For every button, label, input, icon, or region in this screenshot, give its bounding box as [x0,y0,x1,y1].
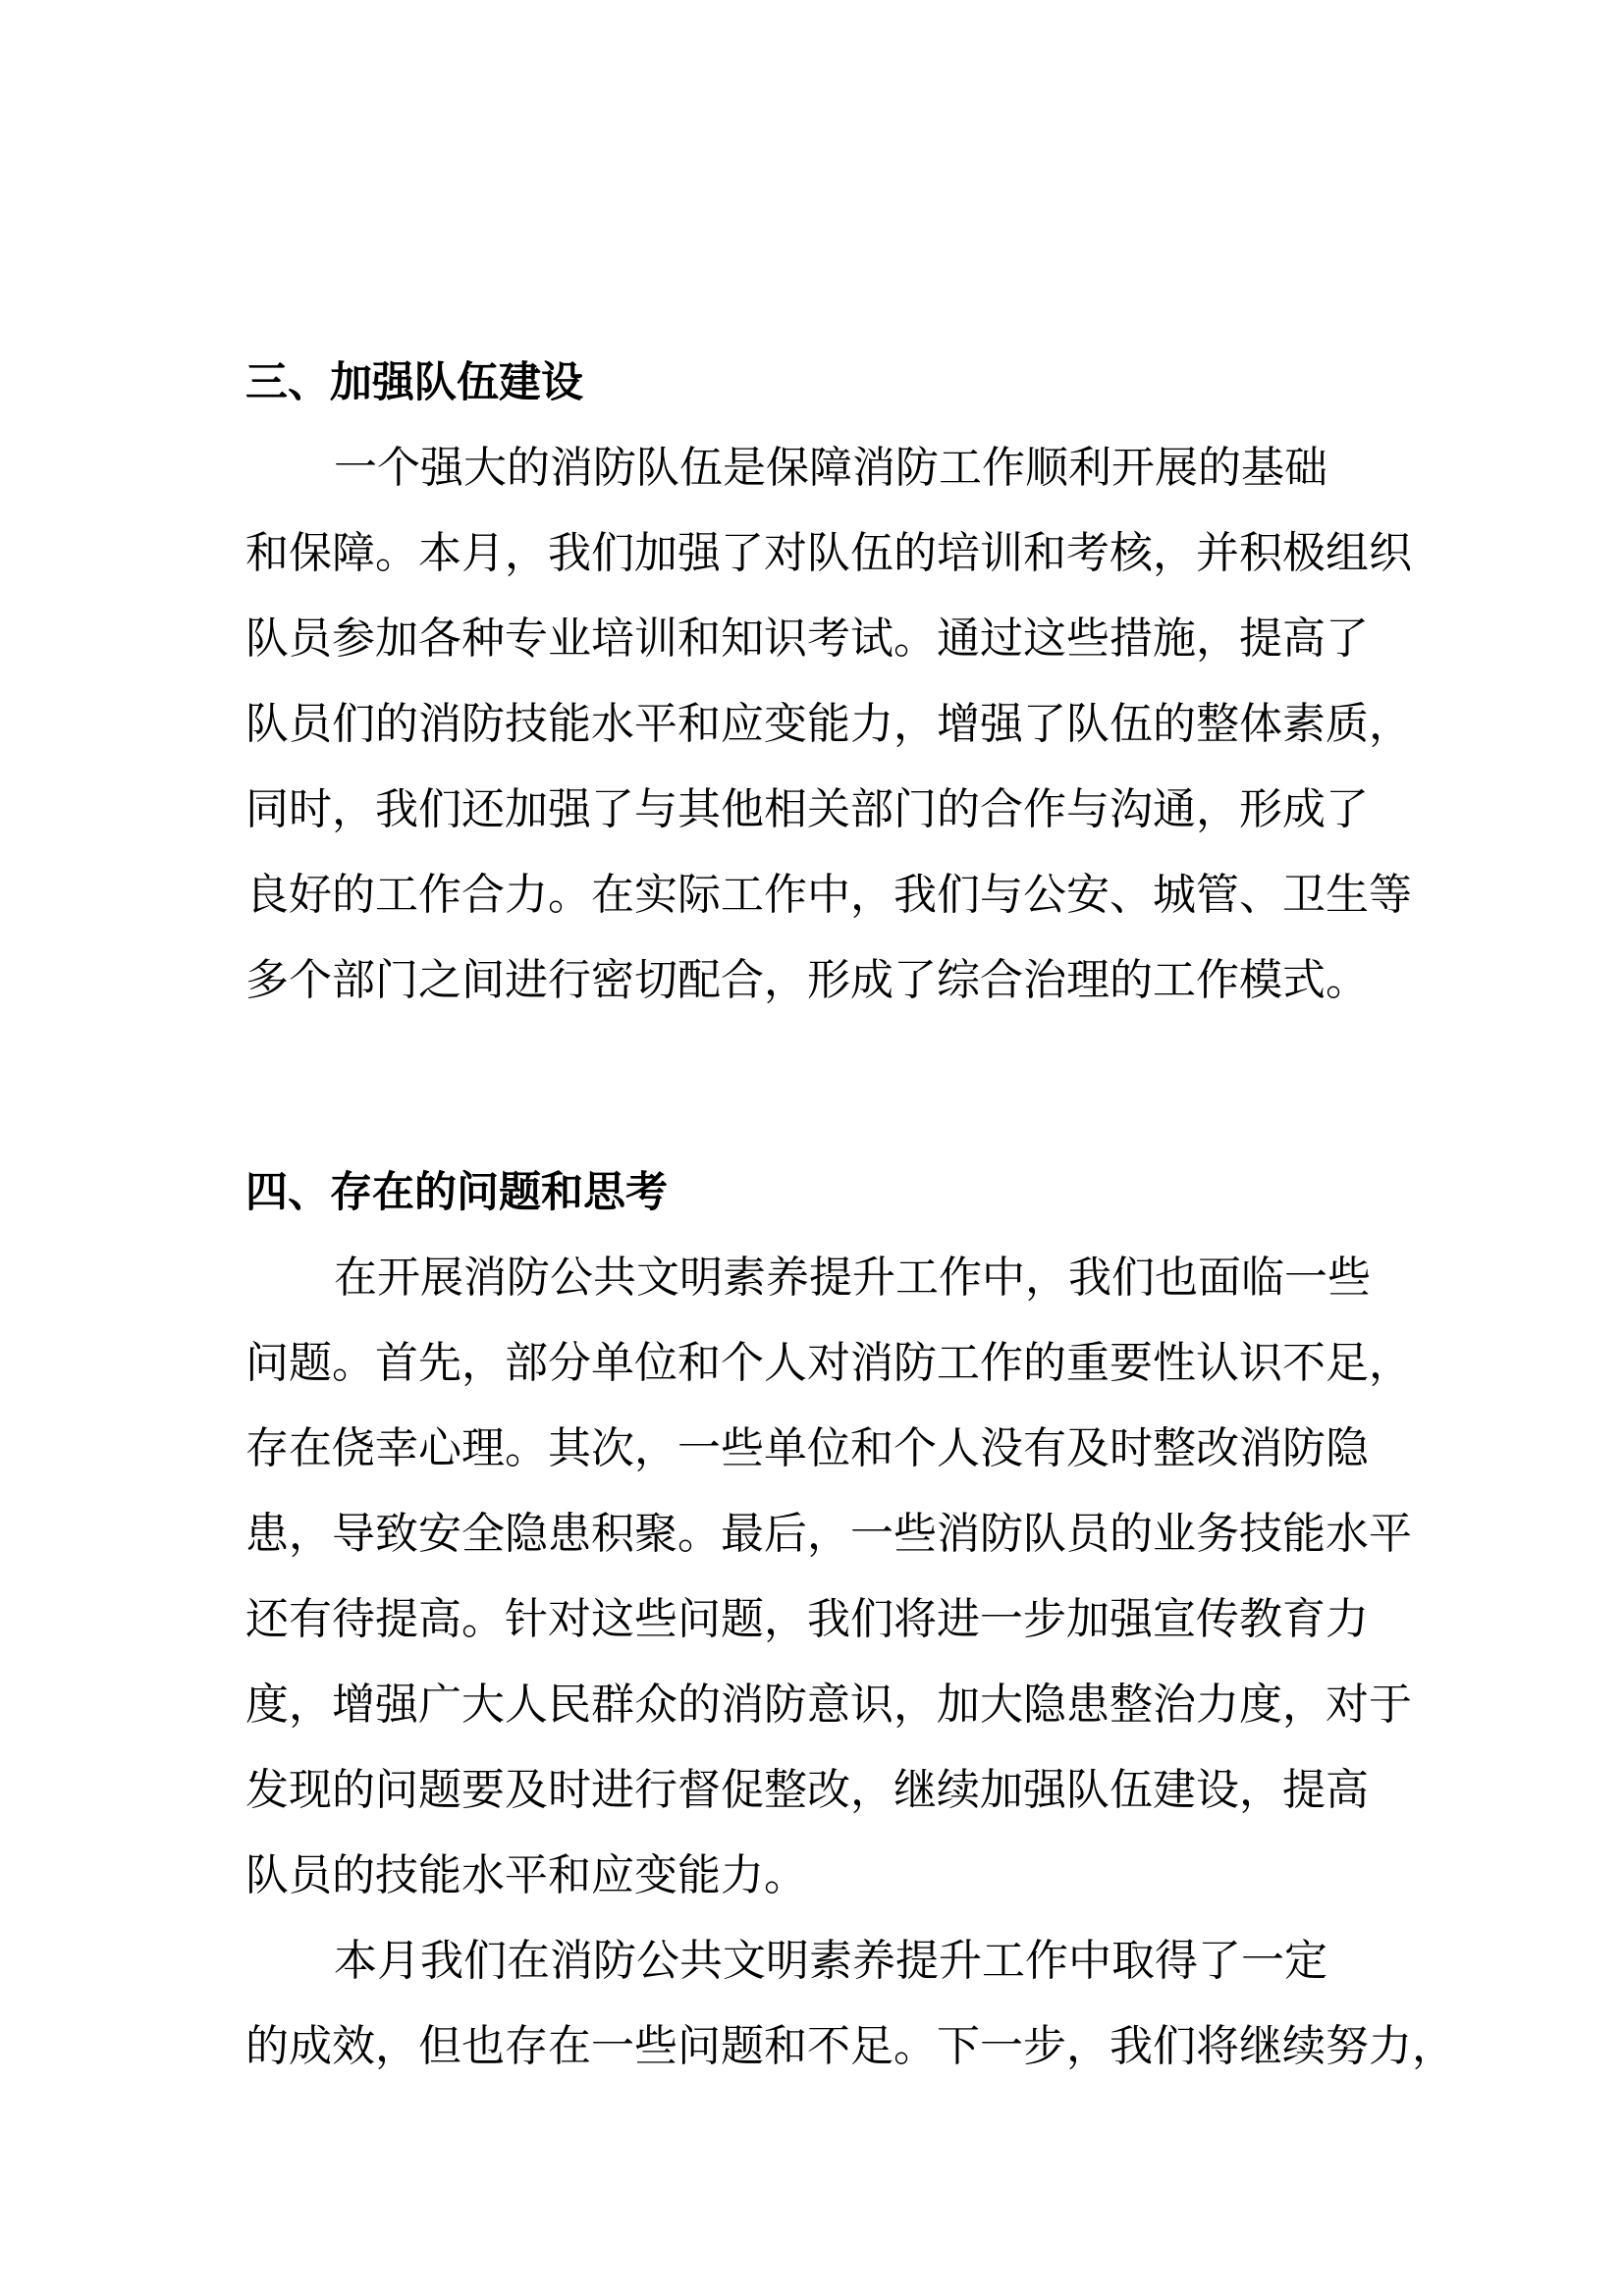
section-heading-4: 四、存在的问题和思考 [245,1168,668,1217]
paragraph-line: 多个部门之间进行密切配合，形成了综合治理的工作模式。 [245,955,1369,1005]
paragraph-line: 和保障。本月，我们加强了对队伍的培训和考核，并积极组织 [245,528,1412,578]
paragraph-line: 的成效，但也存在一些问题和不足。下一步，我们将继续努力， [245,2021,1455,2071]
paragraph-line: 队员参加各种专业培训和知识考试。通过这些措施，提高了 [245,614,1369,664]
paragraph-line: 还有待提高。针对这些问题，我们将进一步加强宣传教育力 [245,1594,1369,1644]
paragraph-line: 在开展消防公共文明素养提升工作中，我们也面临一些 [334,1253,1371,1303]
paragraph-line: 发现的问题要及时进行督促整改，继续加强队伍建设，提高 [245,1765,1369,1815]
paragraph-line: 本月我们在消防公共文明素养提升工作中取得了一定 [334,1936,1327,1986]
paragraph-line: 问题。首先，部分单位和个人对消防工作的重要性认识不足， [245,1338,1412,1388]
paragraph-line: 患，导致安全隐患积聚。最后，一些消防队员的业务技能水平 [245,1509,1412,1559]
paragraph-line: 同时，我们还加强了与其他相关部门的合作与沟通，形成了 [245,784,1369,834]
paragraph-line: 队员的技能水平和应变能力。 [245,1850,807,1900]
paragraph-line: 存在侥幸心理。其次，一些单位和个人没有及时整改消防隐 [245,1423,1369,1473]
paragraph-line: 队员们的消防技能水平和应变能力，增强了队伍的整体素质， [245,699,1412,749]
section-heading-3: 三、加强队伍建设 [245,358,583,407]
paragraph-line: 良好的工作合力。在实际工作中，我们与公安、城管、卫生等 [245,870,1412,920]
paragraph-line: 一个强大的消防队伍是保障消防工作顺利开展的基础 [334,443,1327,493]
paragraph-line: 度，增强广大人民群众的消防意识，加大隐患整治力度，对于 [245,1680,1412,1730]
